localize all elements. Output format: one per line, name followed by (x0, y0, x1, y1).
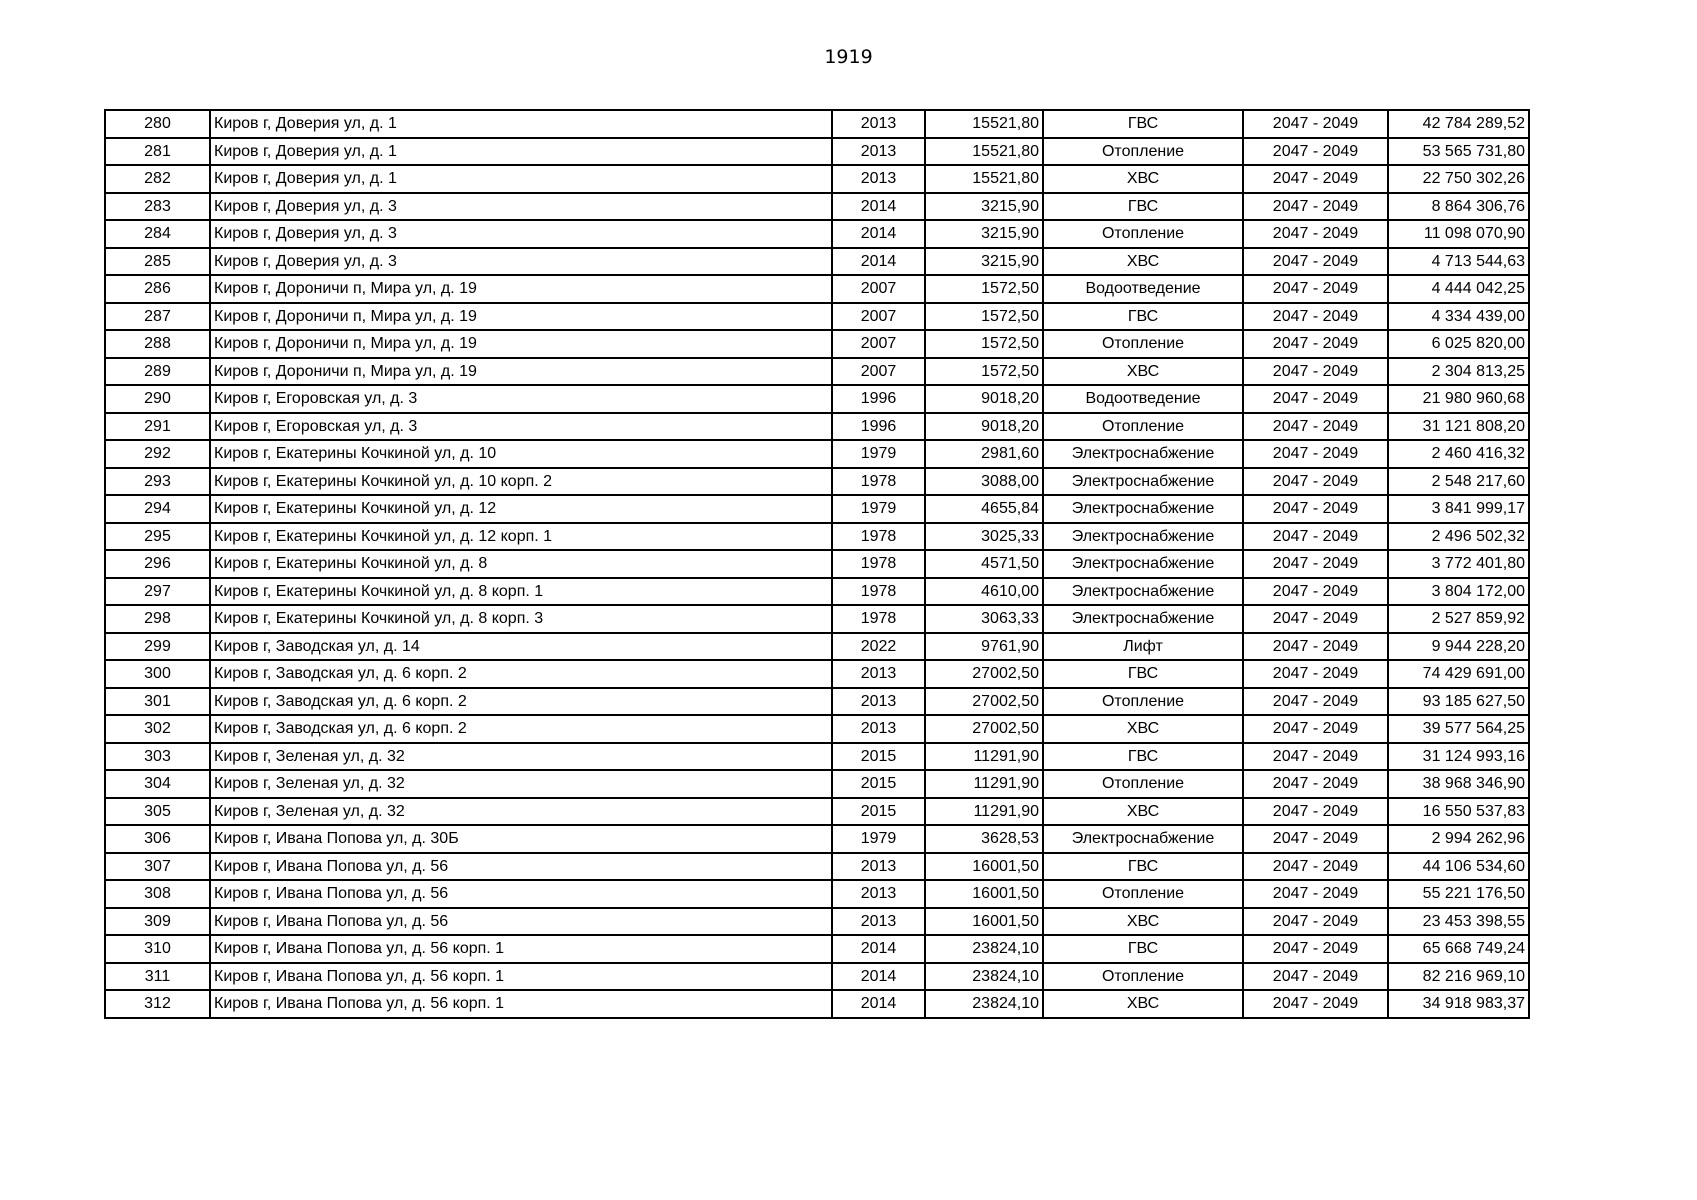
service-cell: ХВС (1043, 165, 1243, 193)
row-number: 310 (105, 935, 210, 963)
cost-cell: 2 460 416,32 (1388, 440, 1529, 468)
cost-cell: 42 784 289,52 (1388, 110, 1529, 138)
row-number: 289 (105, 358, 210, 386)
table-row (105, 110, 1529, 138)
period-cell: 2047 - 2049 (1243, 193, 1388, 221)
period-cell: 2047 - 2049 (1243, 385, 1388, 413)
service-cell: Отопление (1043, 770, 1243, 798)
year-cell: 2007 (832, 275, 925, 303)
year-cell: 2007 (832, 303, 925, 331)
year-cell: 2013 (832, 715, 925, 743)
row-number: 286 (105, 275, 210, 303)
cost-cell: 2 994 262,96 (1388, 825, 1529, 853)
row-number: 290 (105, 385, 210, 413)
row-number: 299 (105, 633, 210, 661)
cost-cell: 2 496 502,32 (1388, 523, 1529, 551)
service-cell: ГВС (1043, 660, 1243, 688)
table-row (105, 550, 1529, 578)
table-row (105, 935, 1529, 963)
row-number: 301 (105, 688, 210, 716)
service-cell: Электроснабжение (1043, 523, 1243, 551)
area-cell: 15521,80 (925, 110, 1043, 138)
table-row (105, 715, 1529, 743)
area-cell: 4655,84 (925, 495, 1043, 523)
address-cell: Киров г, Заводская ул, д. 14 (210, 633, 832, 661)
table-row (105, 358, 1529, 386)
table-row (105, 660, 1529, 688)
address-cell: Киров г, Заводская ул, д. 6 корп. 2 (210, 688, 832, 716)
cost-cell: 22 750 302,26 (1388, 165, 1529, 193)
table-row (105, 743, 1529, 771)
address-cell: Киров г, Дороничи п, Мира ул, д. 19 (210, 358, 832, 386)
address-cell: Киров г, Ивана Попова ул, д. 56 (210, 853, 832, 881)
row-number: 308 (105, 880, 210, 908)
address-cell: Киров г, Зеленая ул, д. 32 (210, 798, 832, 826)
cost-cell: 38 968 346,90 (1388, 770, 1529, 798)
registry-table-body (105, 110, 1529, 1018)
area-cell: 27002,50 (925, 688, 1043, 716)
area-cell: 1572,50 (925, 303, 1043, 331)
service-cell: Водоотведение (1043, 385, 1243, 413)
period-cell: 2047 - 2049 (1243, 440, 1388, 468)
period-cell: 2047 - 2049 (1243, 468, 1388, 496)
table-row (105, 138, 1529, 166)
cost-cell: 74 429 691,00 (1388, 660, 1529, 688)
year-cell: 2014 (832, 220, 925, 248)
period-cell: 2047 - 2049 (1243, 990, 1388, 1018)
service-cell: Электроснабжение (1043, 495, 1243, 523)
area-cell: 9018,20 (925, 413, 1043, 441)
year-cell: 1996 (832, 413, 925, 441)
year-cell: 1978 (832, 550, 925, 578)
year-cell: 1978 (832, 468, 925, 496)
address-cell: Киров г, Ивана Попова ул, д. 56 (210, 908, 832, 936)
row-number: 292 (105, 440, 210, 468)
table-row (105, 330, 1529, 358)
period-cell: 2047 - 2049 (1243, 275, 1388, 303)
row-number: 280 (105, 110, 210, 138)
table-row (105, 165, 1529, 193)
area-cell: 23824,10 (925, 963, 1043, 991)
cost-cell: 44 106 534,60 (1388, 853, 1529, 881)
service-cell: Отопление (1043, 220, 1243, 248)
address-cell: Киров г, Дороничи п, Мира ул, д. 19 (210, 330, 832, 358)
row-number: 297 (105, 578, 210, 606)
period-cell: 2047 - 2049 (1243, 578, 1388, 606)
row-number: 300 (105, 660, 210, 688)
service-cell: Электроснабжение (1043, 578, 1243, 606)
period-cell: 2047 - 2049 (1243, 880, 1388, 908)
address-cell: Киров г, Ивана Попова ул, д. 56 корп. 1 (210, 963, 832, 991)
cost-cell: 2 548 217,60 (1388, 468, 1529, 496)
period-cell: 2047 - 2049 (1243, 908, 1388, 936)
cost-cell: 2 304 813,25 (1388, 358, 1529, 386)
year-cell: 2013 (832, 660, 925, 688)
row-number: 285 (105, 248, 210, 276)
address-cell: Киров г, Екатерины Кочкиной ул, д. 8 корп. 3 (210, 605, 832, 633)
period-cell: 2047 - 2049 (1243, 963, 1388, 991)
table-row (105, 413, 1529, 441)
period-cell: 2047 - 2049 (1243, 743, 1388, 771)
year-cell: 2014 (832, 963, 925, 991)
year-cell: 2013 (832, 853, 925, 881)
service-cell: Электроснабжение (1043, 550, 1243, 578)
row-number: 287 (105, 303, 210, 331)
row-number: 302 (105, 715, 210, 743)
period-cell: 2047 - 2049 (1243, 688, 1388, 716)
period-cell: 2047 - 2049 (1243, 110, 1388, 138)
address-cell: Киров г, Доверия ул, д. 1 (210, 138, 832, 166)
row-number: 298 (105, 605, 210, 633)
address-cell: Киров г, Заводская ул, д. 6 корп. 2 (210, 660, 832, 688)
cost-cell: 4 444 042,25 (1388, 275, 1529, 303)
address-cell: Киров г, Ивана Попова ул, д. 56 (210, 880, 832, 908)
address-cell: Киров г, Зеленая ул, д. 32 (210, 770, 832, 798)
period-cell: 2047 - 2049 (1243, 853, 1388, 881)
cost-cell: 31 124 993,16 (1388, 743, 1529, 771)
year-cell: 2015 (832, 743, 925, 771)
service-cell: Водоотведение (1043, 275, 1243, 303)
table-row (105, 495, 1529, 523)
period-cell: 2047 - 2049 (1243, 550, 1388, 578)
row-number: 291 (105, 413, 210, 441)
service-cell: ГВС (1043, 303, 1243, 331)
cost-cell: 3 804 172,00 (1388, 578, 1529, 606)
area-cell: 3628,53 (925, 825, 1043, 853)
table-row (105, 853, 1529, 881)
address-cell: Киров г, Доверия ул, д. 1 (210, 165, 832, 193)
service-cell: Электроснабжение (1043, 825, 1243, 853)
service-cell: ХВС (1043, 248, 1243, 276)
table-row (105, 523, 1529, 551)
address-cell: Киров г, Егоровская ул, д. 3 (210, 413, 832, 441)
area-cell: 11291,90 (925, 743, 1043, 771)
row-number: 294 (105, 495, 210, 523)
service-cell: ХВС (1043, 798, 1243, 826)
year-cell: 2013 (832, 908, 925, 936)
table-row (105, 825, 1529, 853)
service-cell: ХВС (1043, 908, 1243, 936)
year-cell: 1979 (832, 440, 925, 468)
service-cell: ГВС (1043, 935, 1243, 963)
area-cell: 3025,33 (925, 523, 1043, 551)
period-cell: 2047 - 2049 (1243, 248, 1388, 276)
area-cell: 3215,90 (925, 248, 1043, 276)
cost-cell: 23 453 398,55 (1388, 908, 1529, 936)
table-row (105, 688, 1529, 716)
table-row (105, 990, 1529, 1018)
cost-cell: 21 980 960,68 (1388, 385, 1529, 413)
period-cell: 2047 - 2049 (1243, 523, 1388, 551)
year-cell: 2014 (832, 935, 925, 963)
period-cell: 2047 - 2049 (1243, 633, 1388, 661)
row-number: 288 (105, 330, 210, 358)
row-number: 305 (105, 798, 210, 826)
address-cell: Киров г, Зеленая ул, д. 32 (210, 743, 832, 771)
address-cell: Киров г, Екатерины Кочкиной ул, д. 10 (210, 440, 832, 468)
table-row (105, 468, 1529, 496)
period-cell: 2047 - 2049 (1243, 770, 1388, 798)
area-cell: 27002,50 (925, 660, 1043, 688)
area-cell: 11291,90 (925, 770, 1043, 798)
year-cell: 1978 (832, 578, 925, 606)
table-row (105, 633, 1529, 661)
row-number: 311 (105, 963, 210, 991)
table-row (105, 440, 1529, 468)
cost-cell: 53 565 731,80 (1388, 138, 1529, 166)
year-cell: 2013 (832, 138, 925, 166)
year-cell: 2007 (832, 330, 925, 358)
cost-cell: 4 334 439,00 (1388, 303, 1529, 331)
cost-cell: 55 221 176,50 (1388, 880, 1529, 908)
address-cell: Киров г, Доверия ул, д. 3 (210, 220, 832, 248)
area-cell: 3215,90 (925, 220, 1043, 248)
table-row (105, 193, 1529, 221)
address-cell: Киров г, Ивана Попова ул, д. 30Б (210, 825, 832, 853)
row-number: 295 (105, 523, 210, 551)
cost-cell: 8 864 306,76 (1388, 193, 1529, 221)
area-cell: 9018,20 (925, 385, 1043, 413)
cost-cell: 16 550 537,83 (1388, 798, 1529, 826)
table-row (105, 303, 1529, 331)
row-number: 281 (105, 138, 210, 166)
address-cell: Киров г, Ивана Попова ул, д. 56 корп. 1 (210, 990, 832, 1018)
cost-cell: 93 185 627,50 (1388, 688, 1529, 716)
row-number: 282 (105, 165, 210, 193)
cost-cell: 6 025 820,00 (1388, 330, 1529, 358)
area-cell: 3088,00 (925, 468, 1043, 496)
service-cell: Отопление (1043, 330, 1243, 358)
table-row (105, 578, 1529, 606)
period-cell: 2047 - 2049 (1243, 825, 1388, 853)
row-number: 296 (105, 550, 210, 578)
table-row (105, 908, 1529, 936)
address-cell: Киров г, Заводская ул, д. 6 корп. 2 (210, 715, 832, 743)
row-number: 306 (105, 825, 210, 853)
service-cell: ГВС (1043, 853, 1243, 881)
address-cell: Киров г, Доверия ул, д. 3 (210, 193, 832, 221)
service-cell: Отопление (1043, 413, 1243, 441)
year-cell: 2013 (832, 880, 925, 908)
area-cell: 1572,50 (925, 358, 1043, 386)
period-cell: 2047 - 2049 (1243, 220, 1388, 248)
service-cell: ГВС (1043, 110, 1243, 138)
service-cell: Электроснабжение (1043, 468, 1243, 496)
table-row (105, 880, 1529, 908)
address-cell: Киров г, Доверия ул, д. 1 (210, 110, 832, 138)
area-cell: 27002,50 (925, 715, 1043, 743)
table-row (105, 770, 1529, 798)
address-cell: Киров г, Доверия ул, д. 3 (210, 248, 832, 276)
area-cell: 16001,50 (925, 880, 1043, 908)
year-cell: 2022 (832, 633, 925, 661)
area-cell: 16001,50 (925, 853, 1043, 881)
table-row (105, 605, 1529, 633)
service-cell: ГВС (1043, 193, 1243, 221)
year-cell: 1979 (832, 495, 925, 523)
area-cell: 4610,00 (925, 578, 1043, 606)
address-cell: Киров г, Екатерины Кочкиной ул, д. 12 (210, 495, 832, 523)
cost-cell: 3 841 999,17 (1388, 495, 1529, 523)
table-row (105, 248, 1529, 276)
year-cell: 2013 (832, 110, 925, 138)
area-cell: 15521,80 (925, 165, 1043, 193)
row-number: 309 (105, 908, 210, 936)
service-cell: ХВС (1043, 715, 1243, 743)
table-row (105, 385, 1529, 413)
period-cell: 2047 - 2049 (1243, 798, 1388, 826)
year-cell: 1979 (832, 825, 925, 853)
period-cell: 2047 - 2049 (1243, 138, 1388, 166)
address-cell: Киров г, Екатерины Кочкиной ул, д. 10 корп. 2 (210, 468, 832, 496)
table-row (105, 798, 1529, 826)
address-cell: Киров г, Дороничи п, Мира ул, д. 19 (210, 275, 832, 303)
row-number: 284 (105, 220, 210, 248)
period-cell: 2047 - 2049 (1243, 935, 1388, 963)
row-number: 283 (105, 193, 210, 221)
period-cell: 2047 - 2049 (1243, 413, 1388, 441)
area-cell: 1572,50 (925, 275, 1043, 303)
year-cell: 2013 (832, 165, 925, 193)
area-cell: 4571,50 (925, 550, 1043, 578)
cost-cell: 4 713 544,63 (1388, 248, 1529, 276)
area-cell: 3063,33 (925, 605, 1043, 633)
cost-cell: 11 098 070,90 (1388, 220, 1529, 248)
cost-cell: 39 577 564,25 (1388, 715, 1529, 743)
period-cell: 2047 - 2049 (1243, 165, 1388, 193)
area-cell: 3215,90 (925, 193, 1043, 221)
area-cell: 23824,10 (925, 935, 1043, 963)
year-cell: 2014 (832, 248, 925, 276)
period-cell: 2047 - 2049 (1243, 660, 1388, 688)
service-cell: Отопление (1043, 963, 1243, 991)
service-cell: Лифт (1043, 633, 1243, 661)
period-cell: 2047 - 2049 (1243, 605, 1388, 633)
service-cell: ГВС (1043, 743, 1243, 771)
cost-cell: 82 216 969,10 (1388, 963, 1529, 991)
cost-cell: 34 918 983,37 (1388, 990, 1529, 1018)
area-cell: 16001,50 (925, 908, 1043, 936)
area-cell: 23824,10 (925, 990, 1043, 1018)
address-cell: Киров г, Екатерины Кочкиной ул, д. 8 (210, 550, 832, 578)
table-row (105, 275, 1529, 303)
cost-cell: 65 668 749,24 (1388, 935, 1529, 963)
service-cell: Электроснабжение (1043, 605, 1243, 633)
registry-table (104, 109, 1530, 1019)
period-cell: 2047 - 2049 (1243, 715, 1388, 743)
cost-cell: 2 527 859,92 (1388, 605, 1529, 633)
service-cell: ХВС (1043, 358, 1243, 386)
year-cell: 2015 (832, 798, 925, 826)
period-cell: 2047 - 2049 (1243, 495, 1388, 523)
year-cell: 2015 (832, 770, 925, 798)
address-cell: Киров г, Екатерины Кочкиной ул, д. 8 корп. 1 (210, 578, 832, 606)
service-cell: ХВС (1043, 990, 1243, 1018)
year-cell: 1978 (832, 605, 925, 633)
row-number: 312 (105, 990, 210, 1018)
row-number: 307 (105, 853, 210, 881)
cost-cell: 9 944 228,20 (1388, 633, 1529, 661)
address-cell: Киров г, Екатерины Кочкиной ул, д. 12 корп. 1 (210, 523, 832, 551)
table-row (105, 963, 1529, 991)
row-number: 303 (105, 743, 210, 771)
service-cell: Отопление (1043, 138, 1243, 166)
area-cell: 2981,60 (925, 440, 1043, 468)
year-cell: 1978 (832, 523, 925, 551)
address-cell: Киров г, Ивана Попова ул, д. 56 корп. 1 (210, 935, 832, 963)
area-cell: 9761,90 (925, 633, 1043, 661)
year-cell: 1996 (832, 385, 925, 413)
service-cell: Электроснабжение (1043, 440, 1243, 468)
period-cell: 2047 - 2049 (1243, 358, 1388, 386)
year-cell: 2014 (832, 990, 925, 1018)
year-cell: 2013 (832, 688, 925, 716)
table-row (105, 220, 1529, 248)
row-number: 293 (105, 468, 210, 496)
address-cell: Киров г, Дороничи п, Мира ул, д. 19 (210, 303, 832, 331)
period-cell: 2047 - 2049 (1243, 303, 1388, 331)
year-cell: 2007 (832, 358, 925, 386)
service-cell: Отопление (1043, 688, 1243, 716)
area-cell: 11291,90 (925, 798, 1043, 826)
row-number: 304 (105, 770, 210, 798)
cost-cell: 3 772 401,80 (1388, 550, 1529, 578)
period-cell: 2047 - 2049 (1243, 330, 1388, 358)
page-number: 1919 (824, 46, 873, 68)
service-cell: Отопление (1043, 880, 1243, 908)
cost-cell: 31 121 808,20 (1388, 413, 1529, 441)
address-cell: Киров г, Егоровская ул, д. 3 (210, 385, 832, 413)
year-cell: 2014 (832, 193, 925, 221)
area-cell: 1572,50 (925, 330, 1043, 358)
area-cell: 15521,80 (925, 138, 1043, 166)
